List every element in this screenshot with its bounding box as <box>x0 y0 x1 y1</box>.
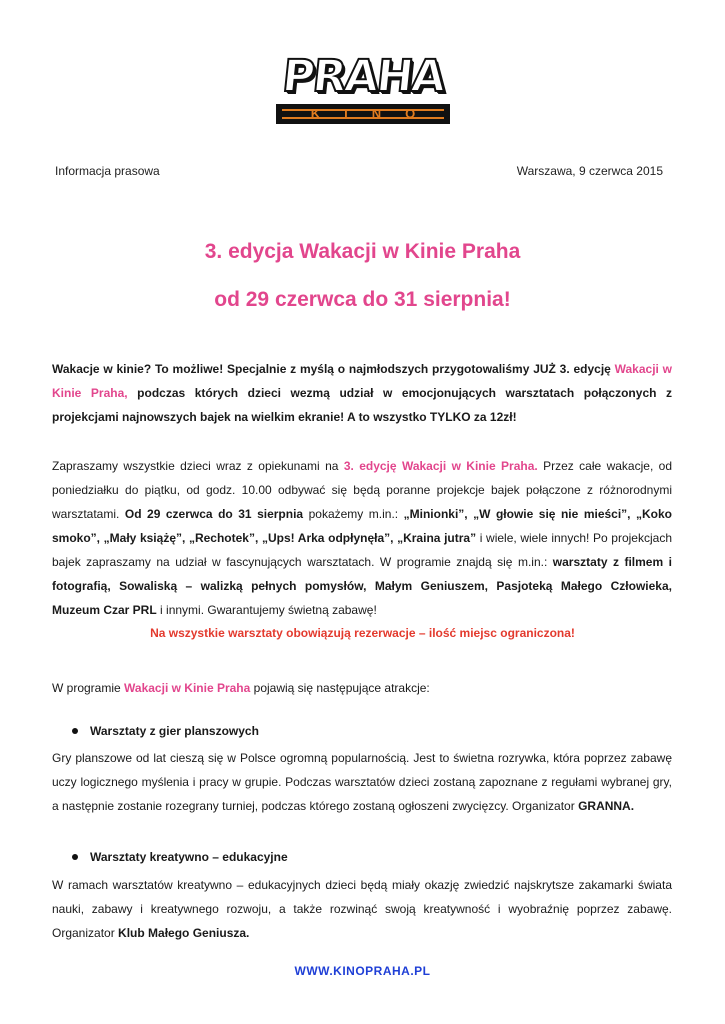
intro-paragraph: Wakacje w kinie? To możliwe! Specjalnie z myślą o najmłodszych przygotowaliśmy JUŻ 3. edycję Wakacji w Kinie Praha, podczas których dzieci wezmą udział w emocjonujących warsztatach połączonych z projekcjami najnowszych bajek na wielkim ekranie! A to wszystko TYLKO za 12zł! <box>52 362 673 424</box>
bullet-icon <box>72 728 78 734</box>
bullet-icon <box>72 854 78 860</box>
intro-highlight: Wakacji w Kinie Praha, <box>52 362 672 400</box>
date-line: Warszawa, 9 czerwca 2015 <box>516 164 663 178</box>
section-text-board-games: Gry planszowe od lat cieszą się w Polsce ogromną popularnością. Jest to świetna rozrywka, która poprzez zabawę uczy logicznego myślenia i pracy w grupie. Podczas warsztatów dzieci zostaną zapoznane z regułami wybranej gry, a następnie zostanie rozegrany turniej, podczas którego zostaną ogłoszeni zwycięzcy. Organizator GRANNA. <box>52 751 672 813</box>
website-link[interactable]: WWW.KINOPRAHA.PL <box>294 964 431 978</box>
body-highlight: 3. edycję Wakacji w Kinie Praha. <box>343 459 538 473</box>
organizer-name: GRANNA. <box>578 799 635 813</box>
section-text-creative: W ramach warsztatów kreatywno – edukacyjnych dzieci będą miały okazję zwiedzić najskrytsze zakamarki świata nauki, zabawy i kreatywnego rozwoju, a także rozwinąć swoją kreatywność i wyobraźnię poprzez zabawę. Organizator Klub Małego Geniusza. <box>52 878 672 940</box>
body-paragraph: Zapraszamy wszystkie dzieci wraz z opiekunami na 3. edycję Wakacji w Kinie Praha. Przez całe wakacje, od poniedziałku do piątku, od godz. 10.00 odbywać się będą poranne projekcje bajek połączone z różnorodnymi warsztatami. Od 29 czerwca do 31 sierpnia pokażemy m.in.: „Minionki”, „W głowie się nie mieści”, „Koko smoko”, „Mały książę”, „Rechotek”, „Ups! Arka odpłynęła”, „Kraina jutra” i wiele, wiele innych! Po projekcjach bajek zapraszamy na udział w fascynujących warsztatach. W programie znajdą się m.in.: warsztaty z filmem i fotografią, Sowaliską – walizką pełnych pomysłów, Małym Geniuszem, Pasjoteką Małego Człowieka, Muzeum Czar PRL i innymi. Gwarantujemy świetną zabawę! <box>52 459 673 617</box>
logo-wordmark: PRAHA <box>279 51 447 102</box>
logo-subtitle: KINO <box>310 106 440 121</box>
kino-praha-logo <box>272 52 454 128</box>
logo-bar <box>276 104 450 124</box>
workshop-list: warsztaty z filmem i fotografią, Sowaliską – walizką pełnych pomysłów, Małym Geniuszem, Pasjoteką Małego Człowieka, Muzeum Czar PRL <box>52 555 672 617</box>
organizer-name: Klub Małego Geniusza. <box>118 926 250 940</box>
program-intro: W programie Wakacji w Kinie Praha pojawią się następujące atrakcje: <box>52 681 430 695</box>
section-heading-board-games: Warsztaty z gier planszowych <box>72 724 259 738</box>
reservation-notice: Na wszystkie warsztaty obowiązują rezerwacje – ilość miejsc ograniczona! <box>150 626 575 640</box>
headline-title: 3. edycja Wakacji w Kinie Praha <box>204 240 521 263</box>
program-highlight: Wakacji w Kinie Praha <box>124 681 251 695</box>
section-heading-creative: Warsztaty kreatywno – edukacyjne <box>72 850 288 864</box>
dates-range: Od 29 czerwca do 31 sierpnia <box>124 507 304 521</box>
press-release-label: Informacja prasowa <box>55 164 160 178</box>
headline-dates: od 29 czerwca do 31 sierpnia! <box>214 288 511 311</box>
film-list: „Minionki”, „W głowie się nie mieści”, „Koko smoko”, „Mały książę”, „Rechotek”, „Ups! Arka odpłynęła”, „Kraina jutra” <box>52 507 673 545</box>
